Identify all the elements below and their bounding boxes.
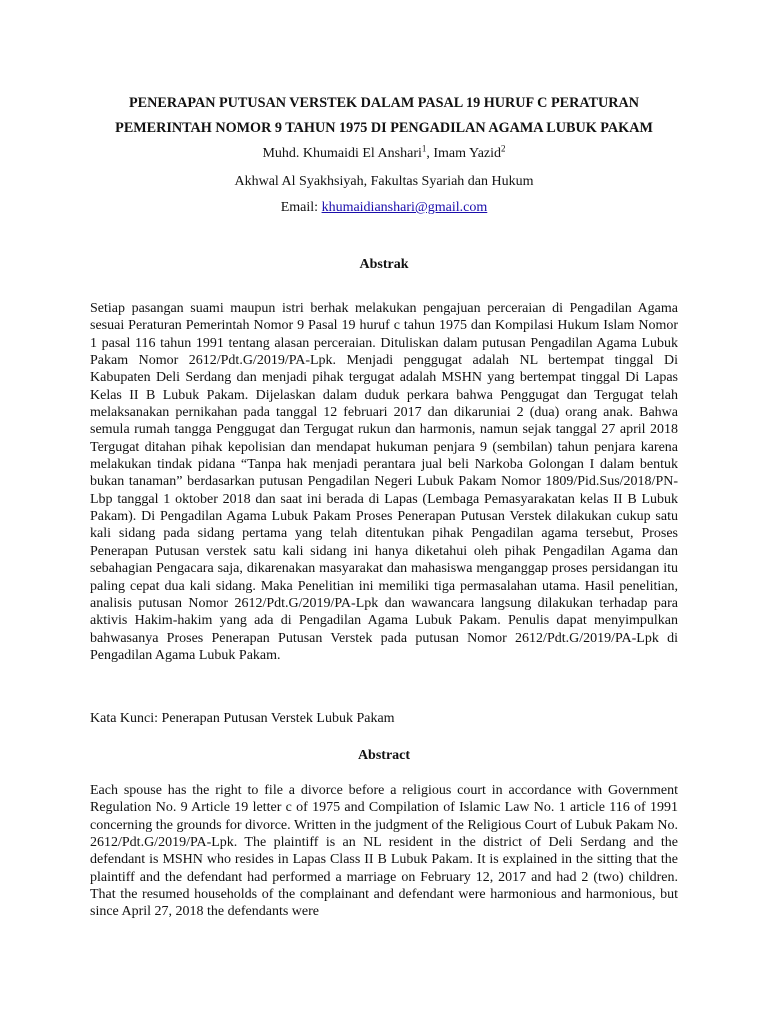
abstract-heading: Abstract [357,748,411,763]
author-line [0,144,768,164]
author-1-affiliation-mark: 1 [421,143,427,154]
abstrak-heading: Abstrak [359,257,409,272]
paper-title [70,91,698,141]
title-line-1: PENERAPAN PUTUSAN VERSTEK DALAM PASAL 19 HURUF C PERATURAN [129,95,639,111]
email-label: Email: [280,200,322,215]
author-2-affiliation-mark: 2 [501,143,506,154]
email-line [0,198,768,218]
author-1: Muhd. Khumaidi El Anshari [262,146,422,161]
abstrak-body: Setiap pasangan suami maupun istri berhak melakukan pengajuan perceraian di Pengadilan Agama sesuai Peraturan Pemerintah Nomor 9 Pasal 19 huruf c tahun 1975 dan Kompilasi Hukum Islam Nomor 1 pasal 116 tahun 1991 tentang alasan perceraian. Dituliskan dalam putusan Pengadilan Agama Lubuk Pakam Nomor 2612/Pdt.G/2019/PA-Lpk. Menjadi penggugat adalah NL bertempat tinggal Di Kabupaten Deli Serdang dan menjadi pihak tergugat adalah MSHN yang bertempat tinggal Di Lapas Kelas II B Lubuk Pakam. Dijelaskan dalam duduk perkara bahwa Penggugat dan Tergugat telah melaksanakan pernikahan pada tanggal 12 februari 2017 dan dikaruniai 2 (dua) orang anak. Bahwa semula rumah tangga Penggugat dan Tergugat rukun dan harmonis, namun sejak tanggal 27 april 2018 Tergugat ditahan pihak kepolisian dan mendapat hukuman penjara 9 (sembilan) tahun penjara karena melakukan tindak pidana “Tanpa hak menjadi perantara jual beli Narkoba Golongan I dalam bentuk bukan tanaman” berdasarkan putusan Pengadilan Negeri Lubuk Pakam Nomor 1809/Pid.Sus/2018/PN-Lbp tanggal 1 oktober 2018 dan saat ini berada di Lapas (Lembaga Pemasyarakatan kelas II B Lubuk Pakam). Di Pengadilan Agama Lubuk Pakam Proses Penerapan Putusan Verstek dilakukan cukup satu kali sidang pada sidang pertama yang telah ditentukan pihak Pengadilan agama tersebut, Proses Penerapan Putusan verstek satu kali sidang ini hanya diketahui oleh pihak Pengadilan Agama dan sebahagian Pengacara saja, dikarenakan masyarakat dan mahasiswa menganggap proses persidangan itu paling cepat dua kali sidang. Maka Penelitian ini memiliki tiga permasalahan utama. Hasil penelitian, analisis putusan Nomor 2612/Pdt.G/2019/PA-Lpk dan wawancara langsung dilakukan terhadap para aktivis Hakim-hakim yang ada di Pengadilan Agama Lubuk Pakam. Penulis dapat menyimpulkan bahwasanya Proses Penerapan Putusan Verstek pada putusan Nomor 2612/Pdt.G/2019/PA-Lpk di Pengadilan Agama Lubuk Pakam. [90,301,678,663]
abstract-body: Each spouse has the right to file a divorce before a religious court in accordance with Government Regulation No. 9 Article 19 letter c of 1975 and Compilation of Islamic Law No. 1 article 116 of 1991 concerning the grounds for divorce. Written in the judgment of the Religious Court of Lubuk Pakam No. 2612/Pdt.G/2019/PA-Lpk. The plaintiff is an NL resident in the district of Deli Serdang and the defendant is MSHN who resides in Lapas Class II B Lubuk Pakam. It is explained in the sitting that the plaintiff and the defendant had performed a marriage on February 12, 2017 and had 2 (two) children. That the resumed households of the complainant and defendant were harmonious and harmonious, but since April 27, 2018 the defendants were [90,783,678,920]
keywords-line: Kata Kunci: Penerapan Putusan Verstek Lubuk Pakam [90,711,395,726]
affiliation: Akhwal Al Syakhsiyah, Fakultas Syariah dan Hukum [234,174,534,189]
email-link[interactable]: khumaidianshari@gmail.com [321,200,488,215]
author-2: Imam Yazid [433,146,502,161]
title-line-2: PEMERINTAH NOMOR 9 TAHUN 1975 DI PENGADILAN AGAMA LUBUK PAKAM [115,120,653,136]
author-separator: , [426,146,434,161]
